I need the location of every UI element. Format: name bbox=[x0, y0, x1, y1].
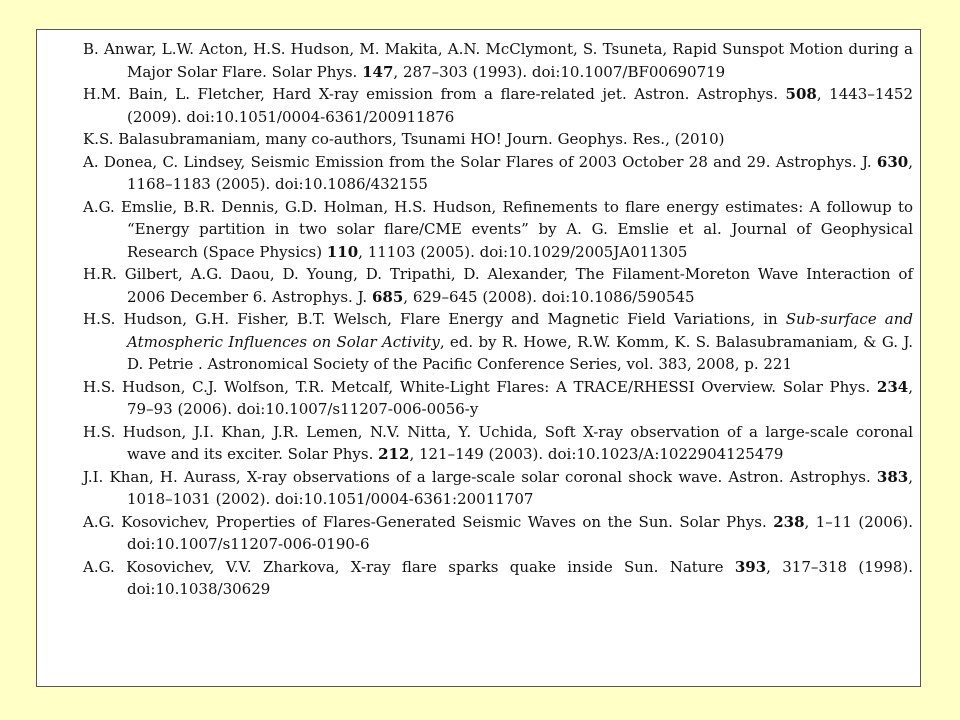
reference-item: A.G. Kosovichev, V.V. Zharkova, X-ray flare sparks quake inside Sun. Nature 393, 317–318 (1998). doi:10.1038/30629 bbox=[83, 557, 913, 598]
reference-item: H.M. Bain, L. Fletcher, Hard X-ray emission from a flare-related jet. Astron. Astrophys. 508, 1443–1452 (2009). doi:10.1051/0004-6361/200911876 bbox=[83, 85, 913, 126]
reference-item: H.S. Hudson, C.J. Wolfson, T.R. Metcalf, White-Light Flares: A TRACE/RHESSI Overview. Solar Phys. 234, 79–93 (2006). doi:10.1007/s11207-006-0056-y bbox=[83, 377, 913, 418]
reference-item: B. Anwar, L.W. Acton, H.S. Hudson, M. Makita, A.N. McClymont, S. Tsuneta, Rapid Sunspot Motion during a Major Solar Flare. Solar Phys. 147, 287–303 (1993). doi:10.1007/BF00690719 bbox=[83, 40, 913, 81]
reference-item: J.I. Khan, H. Aurass, X-ray observations of a large-scale solar coronal shock wave. Astron. Astrophys. 383, 1018–1031 (2002). doi:10.1051/0004-6361:20011707 bbox=[83, 467, 913, 508]
reference-item: H.R. Gilbert, A.G. Daou, D. Young, D. Tripathi, D. Alexander, The Filament-Moreton Wave Interaction of 2006 December 6. Astrophys. J. 685, 629–645 (2008). doi:10.1086/590545 bbox=[83, 265, 913, 306]
reference-item: H.S. Hudson, G.H. Fisher, B.T. Welsch, Flare Energy and Magnetic Field Variations, in Sub-surface and Atmospheric Influences on Solar Activity, ed. by R. Howe, R.W. Komm, K. S. Balasubramaniam, & G. J. D. Petrie . Astronomical Society of the Pacific Conference Series, vol. 383, 2008, p. 221 bbox=[83, 310, 913, 373]
reference-item: A. Donea, C. Lindsey, Seismic Emission from the Solar Flares of 2003 October 28 and 29. Astrophys. J. 630, 1168–1183 (2005). doi:10.1086/432155 bbox=[83, 152, 913, 193]
reference-panel bbox=[36, 29, 921, 687]
reference-item: K.S. Balasubramaniam, many co-authors, Tsunami HO! Journ. Geophys. Res., (2010) bbox=[83, 130, 725, 148]
reference-item: H.S. Hudson, J.I. Khan, J.R. Lemen, N.V. Nitta, Y. Uchida, Soft X-ray observation of a large-scale coronal wave and its exciter. Solar Phys. 212, 121–149 (2003). doi:10.1023/A:1022904125479 bbox=[83, 422, 913, 463]
reference-item: A.G. Emslie, B.R. Dennis, G.D. Holman, H.S. Hudson, Refinements to flare energy estimates: A followup to “Energy partition in two solar flare/CME events” by A. G. Emslie et al. Journal of Geophysical Research (Space Physics) 110, 11103 (2005). doi:10.1029/2005JA011305 bbox=[83, 197, 913, 261]
reference-item: A.G. Kosovichev, Properties of Flares-Generated Seismic Waves on the Sun. Solar Phys. 238, 1–11 (2006). doi:10.1007/s11207-006-0190-6 bbox=[83, 512, 913, 553]
reference-list bbox=[83, 38, 913, 601]
